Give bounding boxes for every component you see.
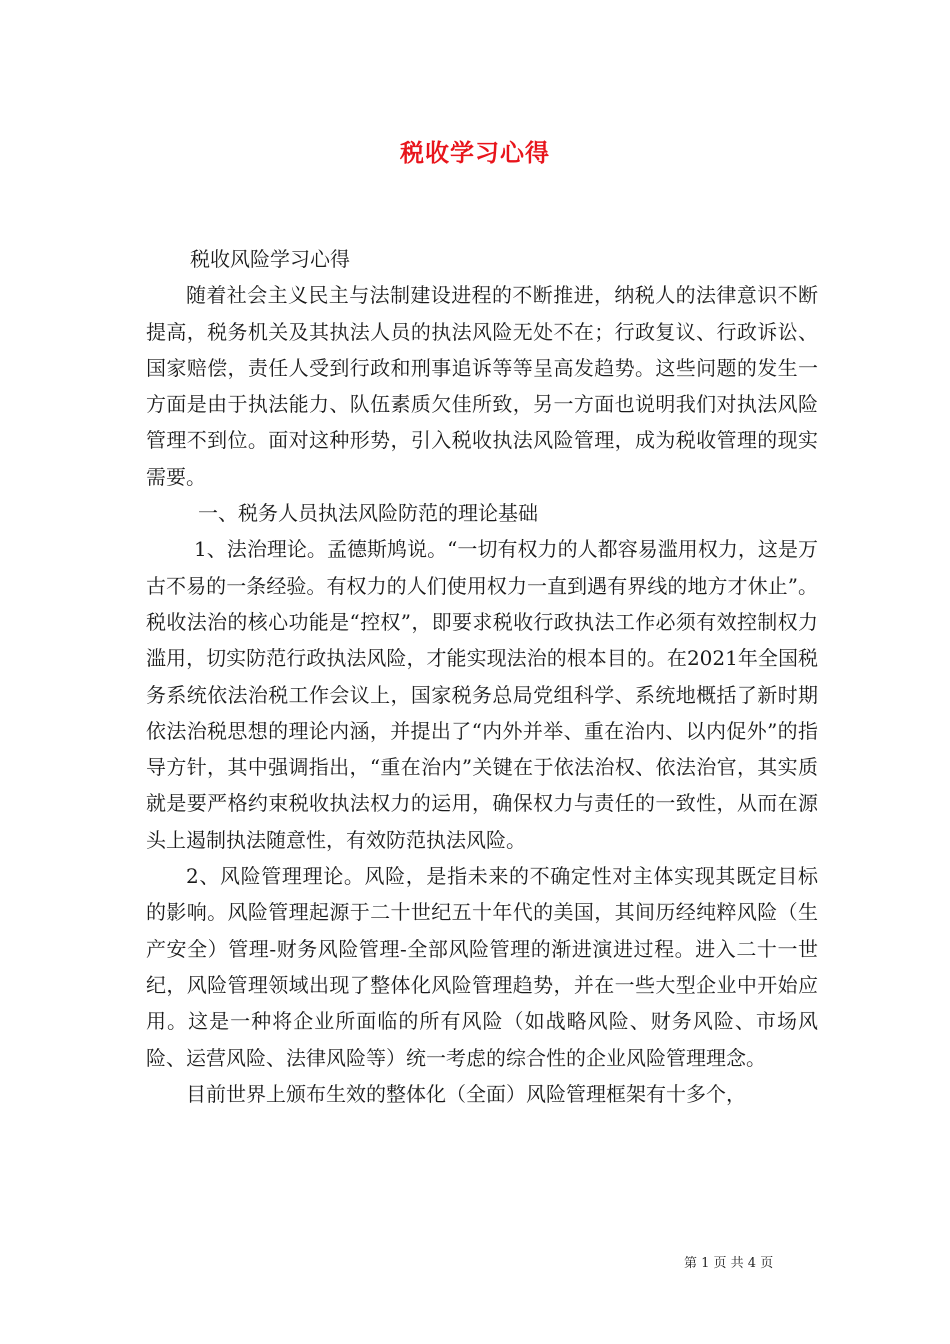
paragraph-frameworks: 目前世界上颁布生效的整体化（全面）风险管理框架有十多个， xyxy=(186,1081,746,1106)
document-subtitle: 税收风险学习心得 xyxy=(190,247,350,271)
paragraph-risk-management: 2、风险管理理论。风险，是指未来的不确定性对主体实现其既定目标的影响。风险管理起源于二十世纪五十年代的美国，其间历经纯粹风险（生产安全）管理-财务风险管理-全部风险管理的渐进演进过程。进入二十一世纪，风险管理领域出现了整体化风险管理趋势，并在一些大型企业中开始应用。这是一种将企业所面临的所有风险（如战略风险、财务风险、市场风险、运营风险、法律风险等）统一考虑的综合性的企业风险管理理念。 xyxy=(146,864,818,1070)
paragraph-intro: 随着社会主义民主与法制建设进程的不断推进，纳税人的法律意识不断提高，税务机关及其执法人员的执法风险无处不在；行政复议、行政诉讼、国家赔偿，责任人受到行政和刑事追诉等等呈高发趋势。这些问题的发生一方面是由于执法能力、队伍素质欠佳所致，另一方面也说明我们对执法风险管理不到位。面对这种形势，引入税收执法风险管理，成为税收管理的现实需要。 xyxy=(146,283,818,489)
page-title: 税收学习心得 xyxy=(400,138,550,167)
section-heading: 一、税务人员执法风险防范的理论基础 xyxy=(198,501,538,526)
document-body xyxy=(146,241,818,1112)
paragraph-rule-of-law: 1、法治理论。孟德斯鸠说。“一切有权力的人都容易滥用权力，这是万古不易的一条经验。有权力的人们使用权力一直到遇有界线的地方才休止”。税收法治的核心功能是“控权”，即要求税收行政执法工作必须有效控制权力滥用，切实防范行政执法风险，才能实现法治的根本目的。在2021年全国税务系统依法治税工作会议上，国家税务总局党组科学、系统地概括了新时期依法治税思想的理论内涵，并提出了“内外并举、重在治内、以内促外”的指导方针，其中强调指出，“重在治内”关键在于依法治权、依法治官，其实质就是要严格约束税收执法权力的运用，确保权力与责任的一致性，从而在源头上遏制执法随意性，有效防范执法风险。 xyxy=(146,537,818,852)
page-footer: 第 1 页 共 4 页 xyxy=(684,1256,774,1271)
